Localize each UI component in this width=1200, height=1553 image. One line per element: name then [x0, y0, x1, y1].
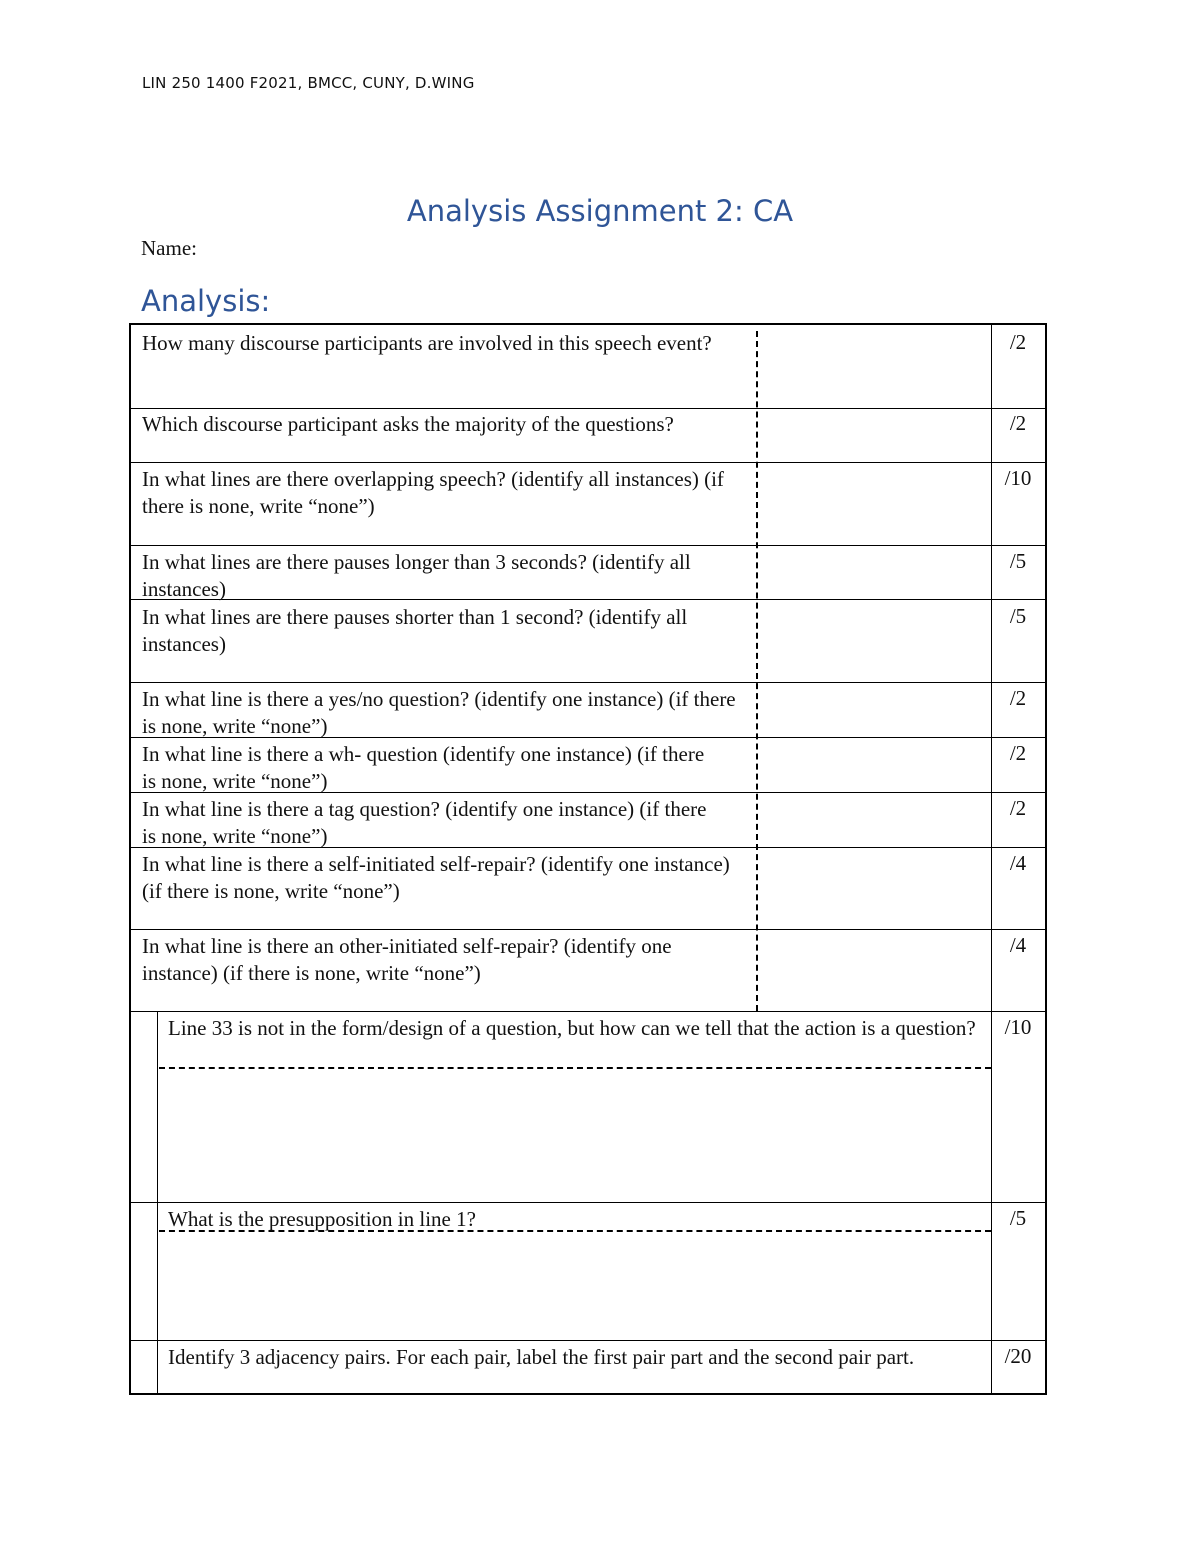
question-13: Identify 3 adjacency pairs. For each pair, label the first pair part and the second pair part.	[168, 1345, 915, 1369]
points-3: /10	[1004, 466, 1032, 490]
points-6: /2	[1009, 686, 1027, 710]
question-2: Which discourse participant asks the majority of the questions?	[142, 412, 674, 436]
section-heading: Analysis:	[141, 284, 271, 318]
question-5: In what lines are there pauses shorter than 1 second? (identify all instances)	[142, 605, 688, 656]
question-11: Line 33 is not in the form/design of a question, but how can we tell that the action is a question?	[168, 1016, 976, 1040]
points-12: /5	[1009, 1206, 1027, 1230]
question-4: In what lines are there pauses longer than 3 seconds? (identify all instances)	[142, 550, 691, 601]
question-12: What is the presupposition in line 1?	[168, 1207, 476, 1231]
course-header: LIN 250 1400 F2021, BMCC, CUNY, D.WING	[142, 74, 475, 92]
points-9: /4	[1009, 851, 1027, 875]
question-8: In what line is there a tag question? (identify one instance) (if there is none, write “none”)	[142, 797, 707, 848]
name-label: Name:	[141, 236, 197, 260]
points-8: /2	[1009, 796, 1027, 820]
points-7: /2	[1009, 741, 1027, 765]
question-3: In what lines are there overlapping speech? (identify all instances) (if there is none, write “none”)	[142, 467, 724, 518]
points-1: /2	[1009, 330, 1027, 354]
points-10: /4	[1009, 933, 1027, 957]
question-9: In what line is there a self-initiated self-repair? (identify one instance) (if there is none, write “none”)	[142, 852, 730, 903]
analysis-table	[129, 323, 1047, 1395]
points-2: /2	[1009, 411, 1027, 435]
document-title: Analysis Assignment 2: CA	[406, 194, 794, 228]
points-11: /10	[1004, 1015, 1032, 1039]
question-6: In what line is there a yes/no question? (identify one instance) (if there is none, write “none”)	[142, 687, 736, 738]
question-7: In what line is there a wh- question (identify one instance) (if there is none, write “none”)	[142, 742, 705, 793]
points-13: /20	[1004, 1344, 1032, 1368]
question-1: How many discourse participants are involved in this speech event?	[142, 331, 712, 355]
question-10: In what line is there an other-initiated self-repair? (identify one instance) (if there is none, write “none”)	[142, 934, 672, 985]
points-5: /5	[1009, 604, 1027, 628]
points-4: /5	[1009, 549, 1027, 573]
